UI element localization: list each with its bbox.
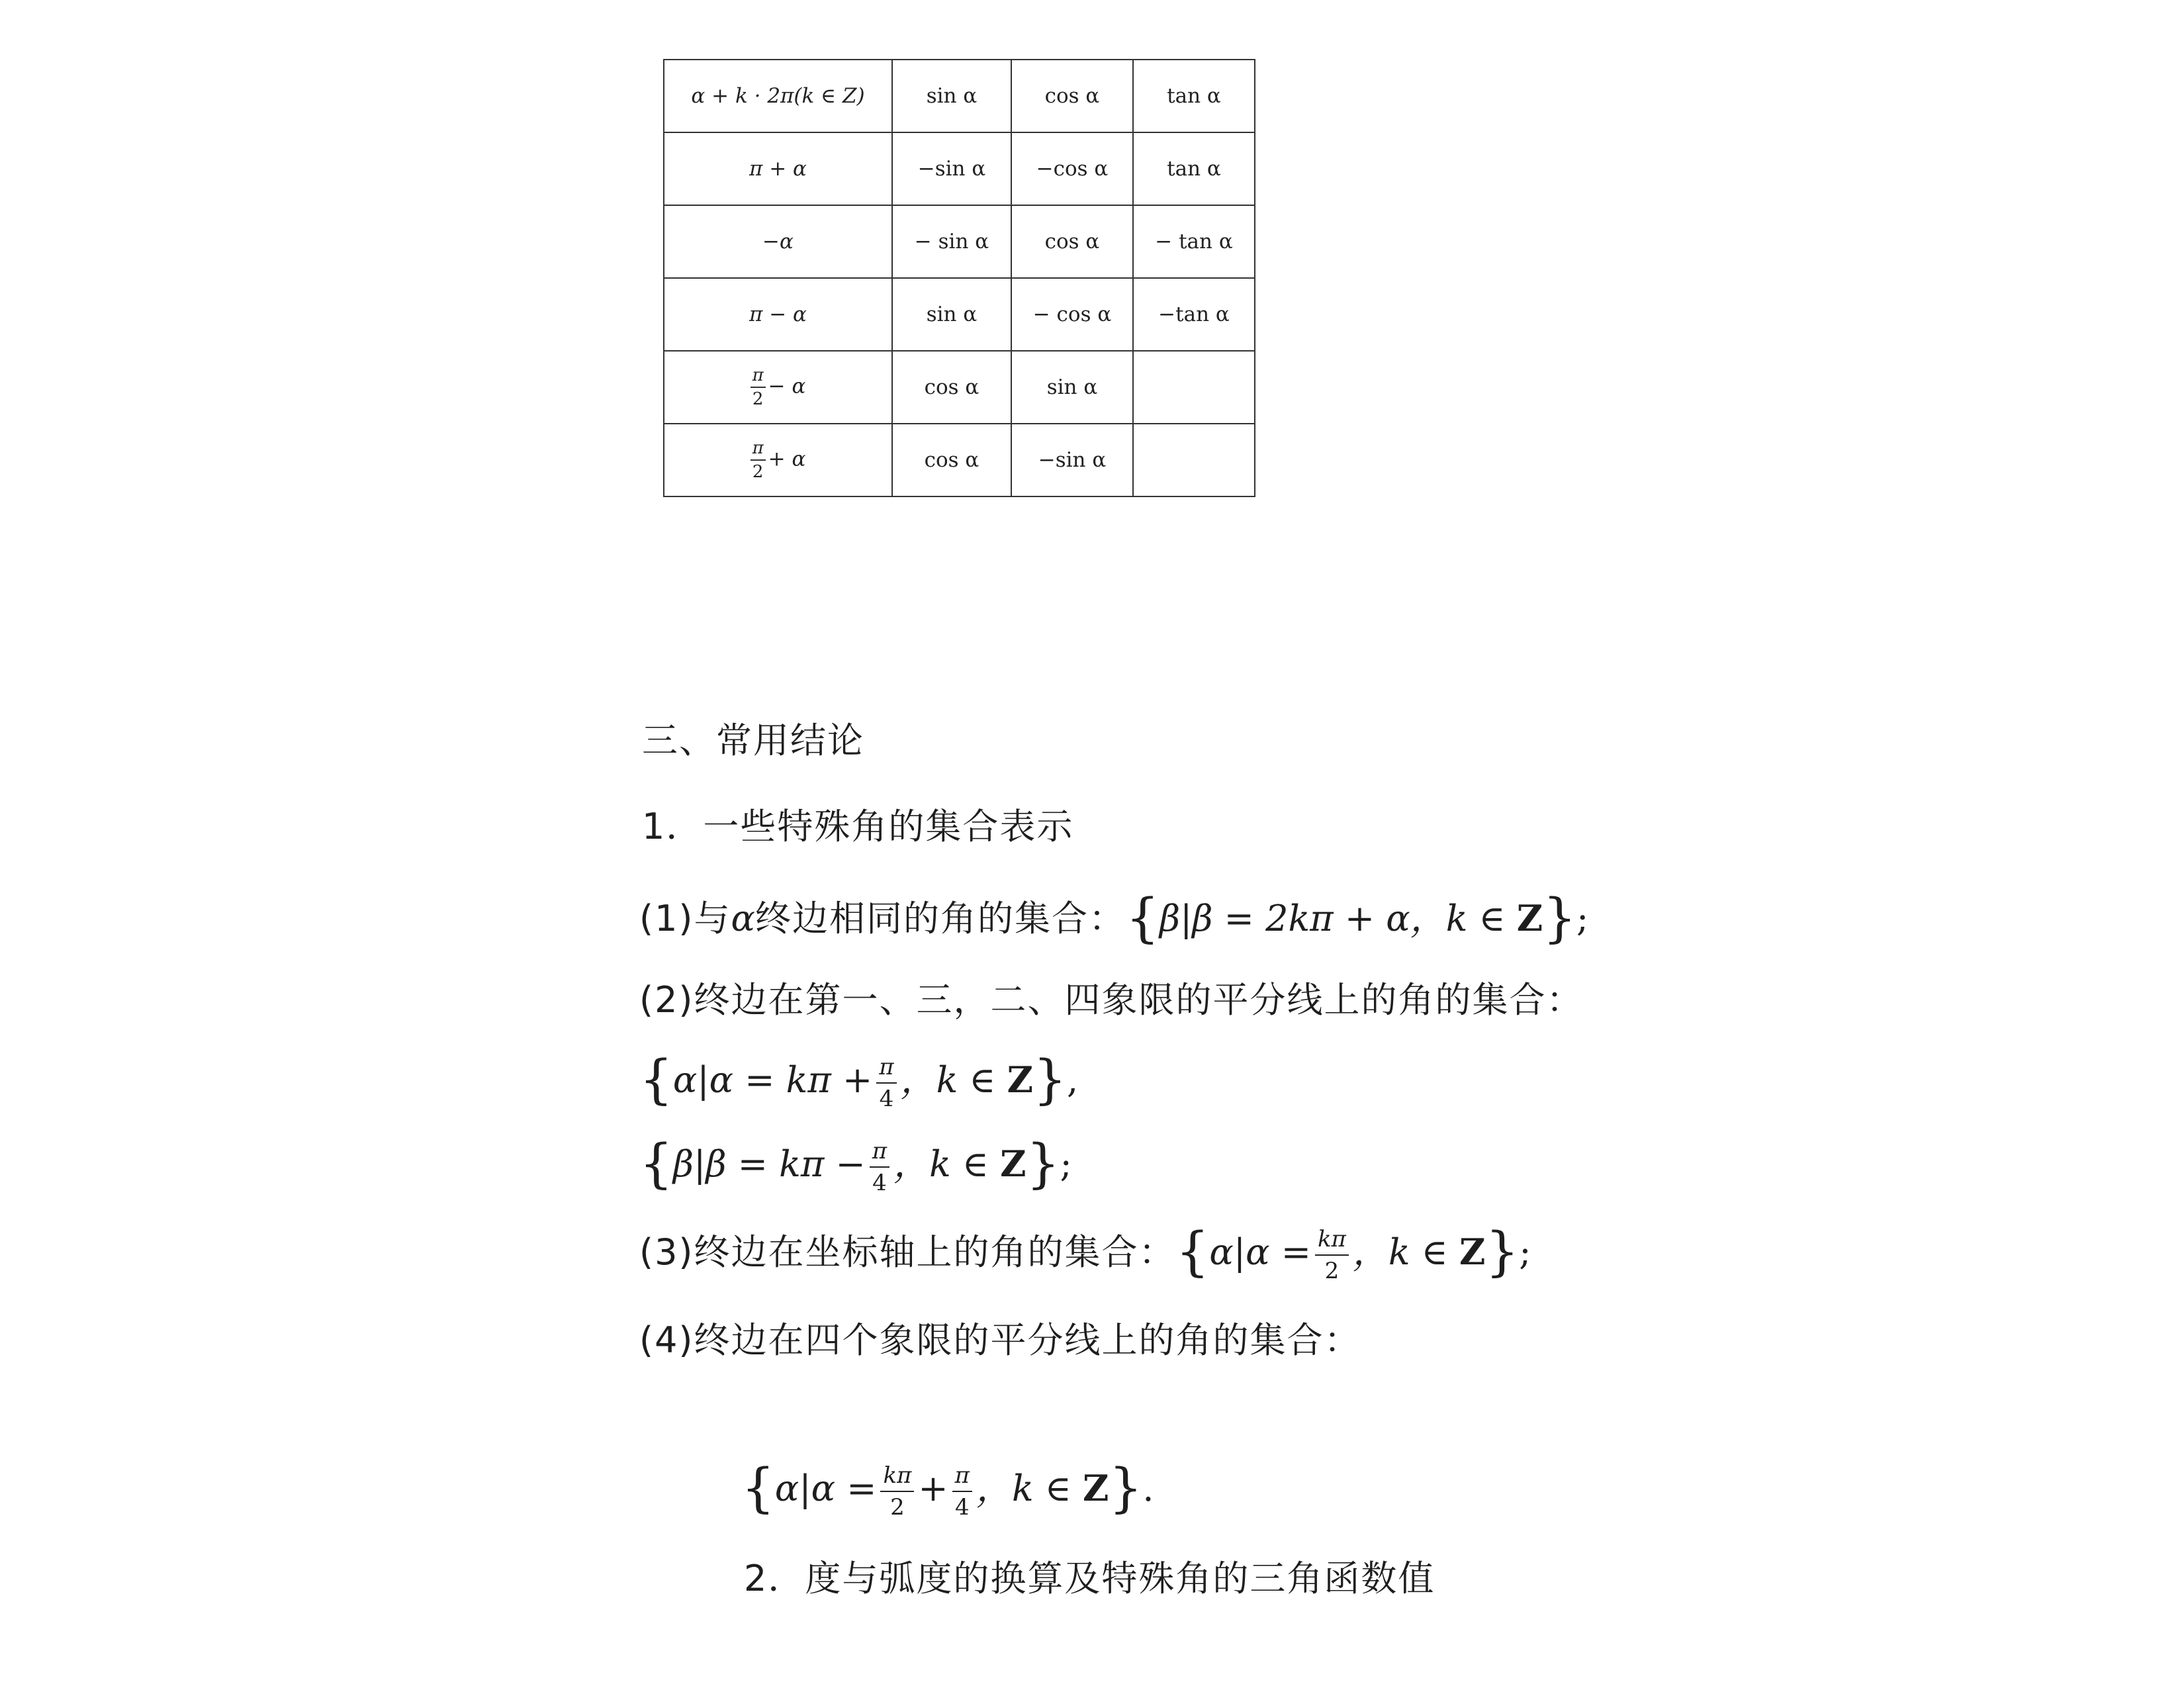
header-cos: cos α — [1011, 60, 1133, 132]
trig-identity-table — [663, 59, 1255, 497]
set-quadrant-line: {α|α = $\frac{k\pi}{2}$ + $\frac{\pi}{4}$ ，k ∈ Z}. — [741, 1457, 1154, 1521]
row-sin: cos α — [892, 351, 1011, 424]
fraction: $\frac{\pi}{4}$ — [952, 1464, 972, 1519]
fraction: $\frac{k\pi}{2}$ — [1315, 1228, 1349, 1282]
table-header-row — [664, 60, 1255, 132]
header-angle: α + k · 2π(k ∈ Z) — [664, 60, 892, 132]
row-angle: −α — [664, 205, 892, 278]
fraction: $\frac{k\pi}{2}$ — [880, 1464, 914, 1519]
row-angle: $\frac{\pi}{2}$ + α — [664, 424, 892, 496]
set-alpha-line: {α|α = kπ + $\frac{\pi}{4}$ ，k ∈ Z}, — [639, 1049, 1079, 1112]
row-tan: −tan α — [1133, 278, 1255, 351]
row-angle: $\frac{\pi}{2}$ − α — [664, 351, 892, 424]
row-cos: −sin α — [1011, 424, 1133, 496]
set-beta-line: {β|β = kπ − $\frac{\pi}{4}$ ，k ∈ Z}; — [639, 1133, 1072, 1196]
row-angle: π − α — [664, 278, 892, 351]
paragraph-4: (4)终边在四个象限的平分线上的角的集合： — [639, 1319, 1361, 1361]
row-sin: − sin α — [892, 205, 1011, 278]
row-cos: sin α — [1011, 351, 1133, 424]
section-heading: 三、常用结论 — [642, 720, 864, 761]
set-expression: β|β = 2kπ + α，k ∈ — [1159, 898, 1517, 939]
row-sin: cos α — [892, 424, 1011, 496]
header-tan: tan α — [1133, 60, 1255, 132]
row-cos: − cos α — [1011, 278, 1133, 351]
table-row — [664, 351, 1255, 424]
item-1-title: 1．一些特殊角的集合表示 — [642, 806, 1074, 847]
fraction: $\frac{\pi}{4}$ — [870, 1140, 889, 1194]
paragraph-3: (3)终边在坐标轴上的角的集合：{α|α = $\frac{k\pi}{2}$ ，k ∈ Z}; — [639, 1221, 1531, 1284]
header-sin: sin α — [892, 60, 1011, 132]
row-sin: −sin α — [892, 132, 1011, 205]
item-2-title: 2．度与弧度的换算及特殊角的三角函数值 — [744, 1558, 1435, 1599]
paragraph-1: (1)与α终边相同的角的集合：{β|β = 2kπ + α，k ∈ Z}; — [639, 887, 1589, 949]
row-cos: cos α — [1011, 205, 1133, 278]
row-tan: − tan α — [1133, 205, 1255, 278]
paragraph-2: (2)终边在第一、三，二、四象限的平分线上的角的集合： — [639, 979, 1584, 1021]
table-row — [664, 205, 1255, 278]
angle-fraction: $\frac{\pi}{2}$ — [751, 367, 766, 408]
row-tan — [1133, 424, 1255, 496]
table-row — [664, 278, 1255, 351]
table-row — [664, 132, 1255, 205]
angle-fraction: $\frac{\pi}{2}$ — [751, 440, 766, 481]
fraction: $\frac{\pi}{4}$ — [876, 1056, 896, 1110]
row-angle: π + α — [664, 132, 892, 205]
row-tan: tan α — [1133, 132, 1255, 205]
table-row — [664, 424, 1255, 496]
row-tan — [1133, 351, 1255, 424]
row-cos: −cos α — [1011, 132, 1133, 205]
row-sin: sin α — [892, 278, 1011, 351]
